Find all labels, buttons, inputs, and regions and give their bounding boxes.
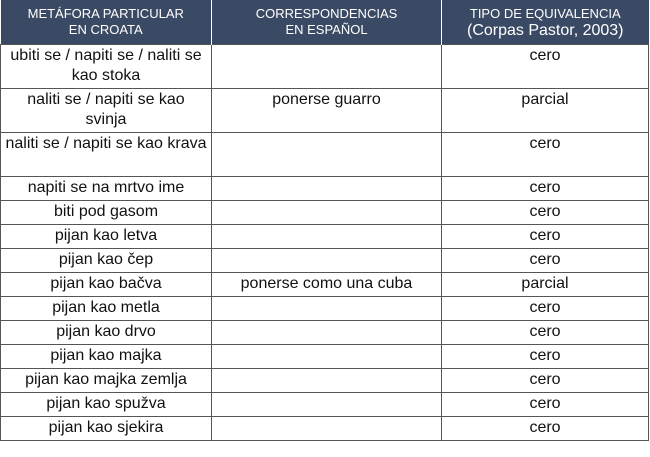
table-row bbox=[1, 321, 649, 345]
table-row bbox=[1, 417, 649, 441]
table-row bbox=[1, 273, 649, 297]
header-correspondencias-line1: CORRESPONDENCIAS bbox=[255, 6, 398, 21]
cell-tipo: cero bbox=[442, 393, 649, 417]
cell-tipo: cero bbox=[442, 417, 649, 441]
cell-tipo: cero bbox=[442, 297, 649, 321]
cell-metafora: pijan kao čep bbox=[1, 249, 212, 273]
cell-metafora: pijan kao majka bbox=[1, 345, 212, 369]
header-metafora bbox=[1, 0, 212, 45]
cell-correspondencia bbox=[212, 201, 442, 225]
cell-tipo: cero bbox=[442, 45, 649, 89]
table-body bbox=[1, 45, 649, 441]
table-row bbox=[1, 249, 649, 273]
table-row bbox=[1, 45, 649, 89]
cell-tipo: cero bbox=[442, 177, 649, 201]
cell-metafora: naliti se / napiti se kao krava bbox=[1, 133, 212, 177]
table-row bbox=[1, 89, 649, 133]
cell-metafora: ubiti se / napiti se / naliti se kao stoka bbox=[1, 45, 212, 89]
cell-correspondencia bbox=[212, 297, 442, 321]
cell-correspondencia bbox=[212, 393, 442, 417]
header-tipo bbox=[442, 0, 649, 45]
header-tipo-line2: (Corpas Pastor, 2003) bbox=[466, 22, 624, 39]
cell-metafora: pijan kao metla bbox=[1, 297, 212, 321]
cell-correspondencia bbox=[212, 369, 442, 393]
cell-tipo: cero bbox=[442, 249, 649, 273]
cell-metafora: napiti se na mrtvo ime bbox=[1, 177, 212, 201]
header-correspondencias-line2: EN ESPAÑOL bbox=[285, 22, 368, 37]
cell-tipo: cero bbox=[442, 369, 649, 393]
cell-tipo: cero bbox=[442, 321, 649, 345]
table-row bbox=[1, 393, 649, 417]
cell-metafora: pijan kao spužva bbox=[1, 393, 212, 417]
header-metafora-line1: METÁFORA PARTICULAR bbox=[27, 6, 184, 21]
table-row bbox=[1, 297, 649, 321]
cell-metafora: pijan kao letva bbox=[1, 225, 212, 249]
table-row bbox=[1, 345, 649, 369]
cell-correspondencia bbox=[212, 249, 442, 273]
cell-correspondencia: ponerse como una cuba bbox=[212, 273, 442, 297]
table-row bbox=[1, 369, 649, 393]
cell-metafora: pijan kao bačva bbox=[1, 273, 212, 297]
table-row bbox=[1, 133, 649, 177]
table-header bbox=[1, 0, 649, 45]
header-row bbox=[1, 0, 649, 45]
table-row bbox=[1, 225, 649, 249]
cell-correspondencia bbox=[212, 45, 442, 89]
table-row bbox=[1, 201, 649, 225]
cell-metafora: naliti se / napiti se kao svinja bbox=[1, 89, 212, 133]
header-correspondencias bbox=[212, 0, 442, 45]
cell-correspondencia bbox=[212, 133, 442, 177]
cell-metafora: pijan kao drvo bbox=[1, 321, 212, 345]
cell-tipo: cero bbox=[442, 225, 649, 249]
cell-metafora: pijan kao majka zemlja bbox=[1, 369, 212, 393]
cell-correspondencia: ponerse guarro bbox=[212, 89, 442, 133]
cell-correspondencia bbox=[212, 321, 442, 345]
cell-metafora: biti pod gasom bbox=[1, 201, 212, 225]
cell-tipo: parcial bbox=[442, 273, 649, 297]
cell-correspondencia bbox=[212, 417, 442, 441]
table-row bbox=[1, 177, 649, 201]
cell-tipo: cero bbox=[442, 345, 649, 369]
header-metafora-line2: EN CROATA bbox=[68, 22, 143, 37]
cell-tipo: cero bbox=[442, 133, 649, 177]
cell-tipo: cero bbox=[442, 201, 649, 225]
header-tipo-line1: TIPO DE EQUIVALENCIA bbox=[469, 6, 621, 21]
cell-correspondencia bbox=[212, 225, 442, 249]
cell-correspondencia bbox=[212, 345, 442, 369]
cell-correspondencia bbox=[212, 177, 442, 201]
cell-tipo: parcial bbox=[442, 89, 649, 133]
cell-metafora: pijan kao sjekira bbox=[1, 417, 212, 441]
